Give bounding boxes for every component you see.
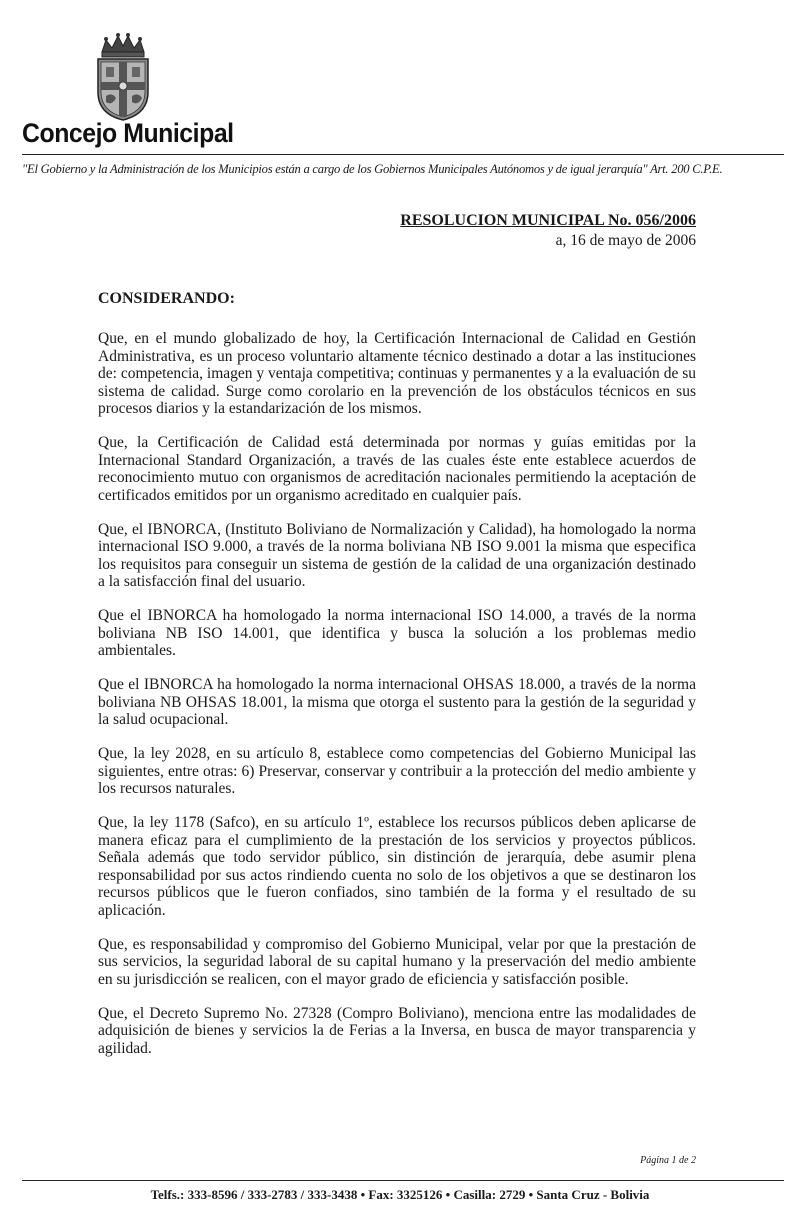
paragraph: Que, en el mundo globalizado de hoy, la Certificación Internacional de Calidad en Gestión Administrativa, es un proceso voluntario altamente técnico destinado a dotar a las instituciones de: competencia, imagen y ventaja competitiva; continuas y permanentes y a la evaluación de su sistema de calidad. Surge como corolario en la prevención de los obstáculos técnicos en sus procesos diarios y la estandarización de los mismos. <box>98 330 696 417</box>
paragraph: Que el IBNORCA ha homologado la norma internacional ISO 14.000, a través de la norma boliviana NB ISO 14.001, que identifica y busca la solución a los problemas medio ambientales. <box>98 607 696 659</box>
motto-quote: "El Gobierno y la Administración de los Municipios están a cargo de los Gobiernos Municipales Autónomos y de igual jerarquía" Art. 200 C.P.E. <box>22 162 723 176</box>
footer-divider <box>22 1180 784 1181</box>
footer-contact: Telfs.: 333-8596 / 333-2783 / 333-3438 • Fax: 3325126 • Casilla: 2729 • Santa Cruz - Bolivia <box>150 1187 650 1202</box>
resolution-date: a, 16 de mayo de 2006 <box>555 232 696 249</box>
body-text <box>98 330 696 1074</box>
paragraph: Que, la ley 2028, en su artículo 8, establece como competencias del Gobierno Municipal las siguientes, entre otras: 6) Preservar, conservar y contribuir a la protección del medio ambiente y los recursos naturales. <box>98 745 696 797</box>
paragraph: Que, el Decreto Supremo No. 27328 (Compro Boliviano), menciona entre las modalidades de adquisición de bienes y servicios la de Ferias a la Inversa, en busca de mayor transparencia y agilidad. <box>98 1004 696 1057</box>
section-heading: CONSIDERANDO: <box>98 290 235 307</box>
resolution-title: RESOLUCION MUNICIPAL No. 056/2006 <box>400 212 696 229</box>
organization-name: Concejo Municipal <box>22 118 234 148</box>
paragraph: Que, la ley 1178 (Safco), en su artículo 1º, establece los recursos públicos deben aplicarse de manera eficaz para el cumplimiento de la prestación de los servicios y proyectos públicos. Señala además que todo servidor público, sin distinción de jerarquía, debe asumir plena responsabilidad por sus actos rindiendo cuenta no solo de los objetivos a que se destinaron los recursos públicos que le fueron confiados, sino también de la forma y el resultado de su aplicación. <box>98 814 696 919</box>
paragraph: Que, la Certificación de Calidad está determinada por normas y guías emitidas por la Internacional Standard Organización, a través de las cuales éste ente establece acuerdos de reconocimiento mutuo con organismos de acreditación nacionales permitiendo la aceptación de certificados emitidos por un organismo acreditado en cualquier país. <box>98 434 696 504</box>
page-number: Página 1 de 2 <box>640 1155 696 1166</box>
paragraph: Que, es responsabilidad y compromiso del Gobierno Municipal, velar por que la prestación de sus servicios, la seguridad laboral de su capital humano y la preservación del medio ambiente en su jurisdicción se realicen, con el mayor grado de eficiencia y satisfacción posible. <box>98 935 696 988</box>
header-divider <box>22 154 784 155</box>
paragraph: Que el IBNORCA ha homologado la norma internacional OHSAS 18.000, a través de la norma boliviana NB OHSAS 18.001, la misma que otorga el sustento para la gestión de la seguridad y la salud ocupacional. <box>98 676 696 728</box>
coat-of-arms-icon <box>92 30 154 122</box>
paragraph: Que, el IBNORCA, (Instituto Boliviano de Normalización y Calidad), ha homologado la norma internacional ISO 9.000, a través de la norma boliviana NB ISO 9.001 la misma que especifica los requisitos para conseguir un sistema de gestión de la calidad de una organización destinado a la satisfacción final del usuario. <box>98 520 696 590</box>
